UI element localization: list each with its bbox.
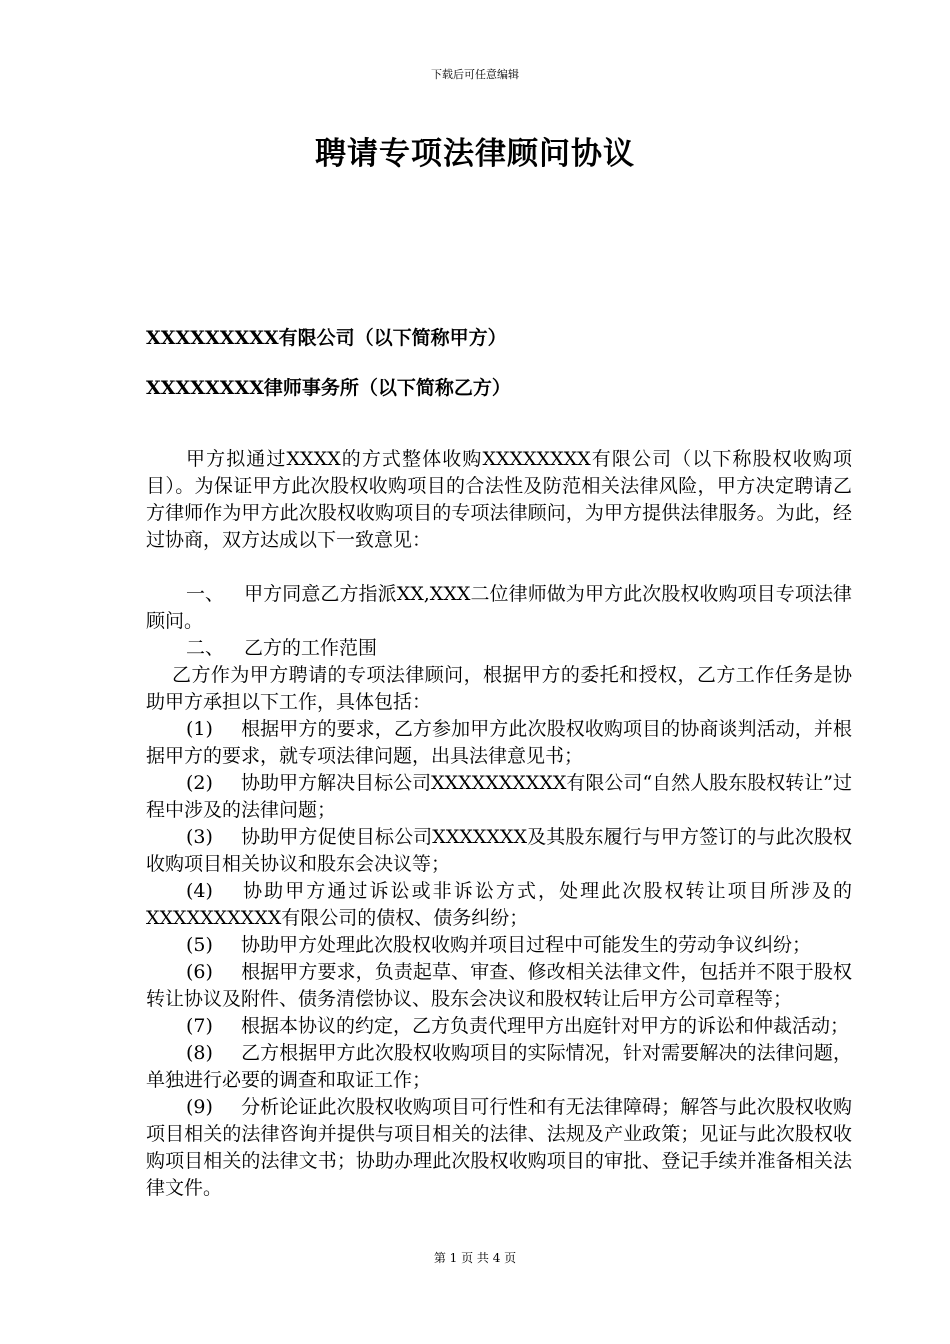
list-item [146, 932, 852, 959]
item-text: 根据甲方要求，负责起草、审查、修改相关法律文件，包括并不限于股权转让协议及附件、债务清偿协议、股东会决议和股权转让后甲方公司章程等； [146, 961, 852, 1010]
header-note: 下载后可任意编辑 [431, 68, 519, 81]
document-body [146, 446, 852, 1202]
party-b: XXXXXXXX律师事务所（以下简称乙方） [146, 377, 511, 399]
item-number: (9) [186, 1096, 213, 1118]
section-1 [146, 581, 852, 635]
list-item [146, 1094, 852, 1202]
section-number: 二、 [186, 637, 225, 659]
item-number: (5) [186, 934, 213, 956]
item-text: 协助甲方处理此次股权收购并项目过程中可能发生的劳动争议纠纷； [241, 934, 812, 956]
item-text: 协助甲方解决目标公司XXXXXXXXXX有限公司“自然人股东股权转让”过程中涉及的法律问题； [146, 772, 852, 821]
item-number: (2) [186, 772, 213, 794]
item-text: 分析论证此次股权收购项目可行性和有无法律障碍；解答与此次股权收购项目相关的法律咨询并提供与项目相关的法律、法规及产业政策；见证与此次股权收购项目相关的法律文书；协助办理此次股权收购项目的审批、登记手续并准备相关法律文件。 [146, 1096, 852, 1199]
item-number: (3) [186, 826, 213, 848]
item-text: 协助甲方促使目标公司XXXXXXX及其股东履行与甲方签订的与此次股权收购项目相关协议和股东会决议等； [146, 826, 852, 875]
list-item [146, 1040, 852, 1094]
party-a: XXXXXXXXX有限公司（以下简称甲方） [146, 327, 507, 349]
section-number: 一、 [186, 583, 225, 605]
intro-paragraph: 甲方拟通过XXXX的方式整体收购XXXXXXXX有限公司（以下称股权收购项目）。为保证甲方此次股权收购项目的合法性及防范相关法律风险，甲方决定聘请乙方律师作为甲方此次股权收购项目的专项法律顾问，为甲方提供法律服务。为此，经过协商，双方达成以下一致意见： [146, 448, 852, 551]
item-text: 根据本协议的约定，乙方负责代理甲方出庭针对甲方的诉讼和仲裁活动； [241, 1015, 850, 1037]
item-number: (7) [186, 1015, 213, 1037]
list-item [146, 1013, 852, 1040]
scope-lead-paragraph: 乙方作为甲方聘请的专项法律顾问，根据甲方的委托和授权，乙方工作任务是协助甲方承担以下工作，具体包括： [146, 664, 852, 713]
page-footer: 第 1 页 共 4 页 [433, 1251, 517, 1265]
list-item [146, 716, 852, 770]
item-number: (1) [186, 718, 213, 740]
item-number: (4) [186, 880, 213, 902]
list-item [146, 824, 852, 878]
item-text: 根据甲方的要求，乙方参加甲方此次股权收购项目的协商谈判活动，并根据甲方的要求，就专项法律问题，出具法律意见书； [146, 718, 852, 767]
item-text: 乙方根据甲方此次股权收购项目的实际情况，针对需要解决的法律问题，单独进行必要的调查和取证工作； [146, 1042, 852, 1091]
list-item [146, 770, 852, 824]
document-title: 聘请专项法律顾问协议 [315, 136, 635, 172]
section-text: 甲方同意乙方指派XX,XXX二位律师做为甲方此次股权收购项目专项法律顾问。 [146, 583, 852, 632]
item-text: 协助甲方通过诉讼或非诉讼方式，处理此次股权转让项目所涉及的XXXXXXXXXX有限公司的债权、债务纠纷； [146, 880, 852, 929]
section-2 [146, 635, 852, 662]
item-number: (6) [186, 961, 213, 983]
item-number: (8) [186, 1042, 213, 1064]
list-item [146, 959, 852, 1013]
list-item [146, 878, 852, 932]
section-text: 乙方的工作范围 [244, 637, 378, 659]
